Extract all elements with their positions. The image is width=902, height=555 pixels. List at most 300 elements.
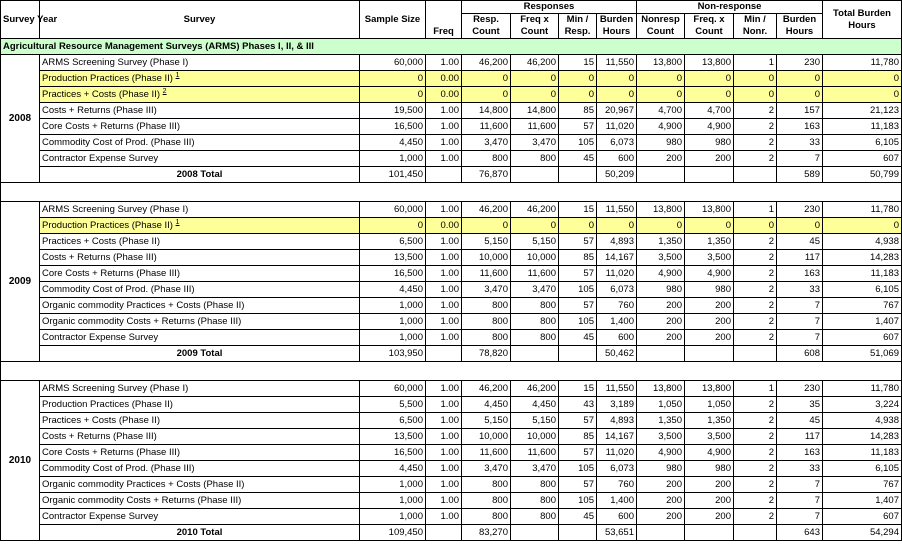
table-row <box>1 119 902 135</box>
value-cell: 14,800 <box>462 103 511 119</box>
value-cell: 6,073 <box>597 461 637 477</box>
survey-name-cell <box>40 218 360 234</box>
value-cell: 607 <box>823 151 902 167</box>
value-cell: 0 <box>597 218 637 234</box>
value-cell: 15 <box>559 381 597 397</box>
value-cell: 980 <box>637 461 685 477</box>
survey-name-cell <box>40 477 360 493</box>
value-cell: 0 <box>360 218 426 234</box>
value-cell: 57 <box>559 298 597 314</box>
value-cell: 14,167 <box>597 250 637 266</box>
value-cell: 7 <box>777 298 823 314</box>
value-cell: 10,000 <box>462 429 511 445</box>
value-cell: 46,200 <box>511 202 559 218</box>
value-cell: 1,050 <box>685 397 734 413</box>
survey-name-cell <box>40 381 360 397</box>
col-survey-header: Survey <box>40 1 360 39</box>
value-cell: 980 <box>685 282 734 298</box>
value-cell: 45 <box>559 509 597 525</box>
value-cell: 163 <box>777 445 823 461</box>
value-cell: 800 <box>511 330 559 346</box>
survey-name: Organic commodity Costs + Returns (Phase III) <box>42 316 242 327</box>
value-cell: 2 <box>734 298 777 314</box>
empty-cell <box>559 525 597 541</box>
value-cell: 3,189 <box>597 397 637 413</box>
survey-name: Costs + Returns (Phase III) <box>42 252 157 263</box>
value-cell: 1,000 <box>360 509 426 525</box>
value-cell: 1,000 <box>360 493 426 509</box>
value-cell: 11,020 <box>597 266 637 282</box>
spacer-cell <box>1 362 902 381</box>
value-cell: 35 <box>777 397 823 413</box>
value-cell: 200 <box>637 477 685 493</box>
col-total-burden-header: Total Burden Hours <box>823 1 902 39</box>
value-cell: 1.00 <box>426 397 462 413</box>
value-cell: 980 <box>685 135 734 151</box>
total-label: 2008 Total <box>40 167 360 183</box>
total-sample: 109,450 <box>360 525 426 541</box>
value-cell: 200 <box>637 314 685 330</box>
value-cell: 2 <box>734 266 777 282</box>
value-cell: 600 <box>597 330 637 346</box>
value-cell: 60,000 <box>360 202 426 218</box>
value-cell: 800 <box>511 509 559 525</box>
value-cell: 11,600 <box>511 119 559 135</box>
value-cell: 1,000 <box>360 151 426 167</box>
empty-cell <box>734 346 777 362</box>
survey-name-cell <box>40 202 360 218</box>
col-nonresp-burden-header: Burden Hours <box>777 14 823 39</box>
empty-cell <box>511 167 559 183</box>
value-cell: 5,150 <box>511 413 559 429</box>
value-cell: 1.00 <box>426 103 462 119</box>
value-cell: 4,450 <box>360 461 426 477</box>
value-cell: 4,893 <box>597 413 637 429</box>
value-cell: 4,450 <box>511 397 559 413</box>
value-cell: 105 <box>559 282 597 298</box>
value-cell: 0 <box>559 71 597 87</box>
empty-cell <box>685 346 734 362</box>
table-row <box>1 330 902 346</box>
value-cell: 14,167 <box>597 429 637 445</box>
survey-name: Practices + Costs (Phase II) <box>42 236 160 247</box>
value-cell: 85 <box>559 103 597 119</box>
survey-name-cell <box>40 493 360 509</box>
table-row <box>1 218 902 234</box>
value-cell: 0.00 <box>426 71 462 87</box>
survey-name-cell <box>40 234 360 250</box>
value-cell: 7 <box>777 477 823 493</box>
value-cell: 2 <box>734 314 777 330</box>
value-cell: 4,900 <box>685 445 734 461</box>
value-cell: 10,000 <box>511 429 559 445</box>
value-cell: 117 <box>777 429 823 445</box>
col-year-header: Survey Year <box>1 1 40 39</box>
value-cell: 60,000 <box>360 55 426 71</box>
value-cell: 3,500 <box>685 429 734 445</box>
survey-name: Practices + Costs (Phase II) <box>42 415 160 426</box>
value-cell: 57 <box>559 119 597 135</box>
total-sample: 103,950 <box>360 346 426 362</box>
survey-name-cell <box>40 461 360 477</box>
value-cell: 33 <box>777 282 823 298</box>
value-cell: 1.00 <box>426 381 462 397</box>
value-cell: 1,000 <box>360 314 426 330</box>
value-cell: 1,000 <box>360 477 426 493</box>
value-cell: 21,123 <box>823 103 902 119</box>
value-cell: 20,967 <box>597 103 637 119</box>
spacer-cell <box>1 183 902 202</box>
value-cell: 1,350 <box>637 234 685 250</box>
value-cell: 800 <box>511 493 559 509</box>
survey-name: Commodity Cost of Prod. (Phase III) <box>42 284 195 295</box>
value-cell: 1.00 <box>426 429 462 445</box>
value-cell: 1.00 <box>426 461 462 477</box>
empty-cell <box>511 525 559 541</box>
table-row <box>1 234 902 250</box>
value-cell: 6,500 <box>360 234 426 250</box>
value-cell: 105 <box>559 493 597 509</box>
value-cell: 14,800 <box>511 103 559 119</box>
value-cell: 2 <box>734 509 777 525</box>
survey-name: Organic commodity Practices + Costs (Phase II) <box>42 479 245 490</box>
total-burden: 50,462 <box>597 346 637 362</box>
value-cell: 11,020 <box>597 119 637 135</box>
value-cell: 1.00 <box>426 119 462 135</box>
survey-name: Costs + Returns (Phase III) <box>42 431 157 442</box>
value-cell: 0 <box>685 71 734 87</box>
value-cell: 11,780 <box>823 381 902 397</box>
value-cell: 0 <box>685 218 734 234</box>
value-cell: 1.00 <box>426 282 462 298</box>
value-cell: 4,900 <box>637 266 685 282</box>
total-resp: 78,820 <box>462 346 511 362</box>
header-row-1 <box>1 1 902 14</box>
value-cell: 11,600 <box>511 266 559 282</box>
empty-cell <box>426 167 462 183</box>
value-cell: 1.00 <box>426 202 462 218</box>
col-burden-hours-header: Burden Hours <box>597 14 637 39</box>
survey-name-cell <box>40 397 360 413</box>
value-cell: 4,450 <box>360 282 426 298</box>
empty-cell <box>426 525 462 541</box>
block-spacer <box>1 362 902 381</box>
value-cell: 1 <box>734 381 777 397</box>
total-nonresp-burden: 643 <box>777 525 823 541</box>
value-cell: 13,800 <box>685 202 734 218</box>
value-cell: 800 <box>462 330 511 346</box>
empty-cell <box>559 167 597 183</box>
table-row <box>1 461 902 477</box>
value-cell: 1.00 <box>426 330 462 346</box>
value-cell: 6,105 <box>823 461 902 477</box>
value-cell: 11,600 <box>462 266 511 282</box>
value-cell: 1 <box>734 202 777 218</box>
value-cell: 13,800 <box>637 202 685 218</box>
value-cell: 0 <box>823 218 902 234</box>
survey-name-cell <box>40 314 360 330</box>
table-row <box>1 429 902 445</box>
value-cell: 43 <box>559 397 597 413</box>
footnote-marker: 1 <box>175 71 180 79</box>
value-cell: 4,900 <box>685 119 734 135</box>
value-cell: 3,224 <box>823 397 902 413</box>
empty-cell <box>637 525 685 541</box>
value-cell: 1.00 <box>426 298 462 314</box>
value-cell: 10,000 <box>462 250 511 266</box>
table-row <box>1 135 902 151</box>
value-cell: 600 <box>597 509 637 525</box>
survey-name-cell <box>40 509 360 525</box>
table-row <box>1 151 902 167</box>
value-cell: 200 <box>637 298 685 314</box>
empty-cell <box>426 346 462 362</box>
value-cell: 800 <box>511 314 559 330</box>
value-cell: 33 <box>777 135 823 151</box>
total-burden-hours: 51,069 <box>823 346 902 362</box>
value-cell: 1.00 <box>426 493 462 509</box>
value-cell: 4,450 <box>360 135 426 151</box>
value-cell: 11,020 <box>597 445 637 461</box>
col-resp-count-header: Resp. Count <box>462 14 511 39</box>
value-cell: 230 <box>777 55 823 71</box>
total-burden: 53,651 <box>597 525 637 541</box>
value-cell: 4,700 <box>637 103 685 119</box>
total-resp: 76,870 <box>462 167 511 183</box>
survey-name: ARMS Screening Survey (Phase I) <box>42 204 189 215</box>
value-cell: 0 <box>685 87 734 103</box>
value-cell: 980 <box>637 282 685 298</box>
value-cell: 13,800 <box>637 55 685 71</box>
value-cell: 11,600 <box>511 445 559 461</box>
survey-name: Production Practices (Phase II) <box>42 73 173 84</box>
value-cell: 7 <box>777 493 823 509</box>
survey-name: Contractor Expense Survey <box>42 332 159 343</box>
value-cell: 11,780 <box>823 202 902 218</box>
value-cell: 0 <box>597 87 637 103</box>
value-cell: 4,900 <box>685 266 734 282</box>
value-cell: 15 <box>559 55 597 71</box>
value-cell: 46,200 <box>462 55 511 71</box>
value-cell: 117 <box>777 250 823 266</box>
value-cell: 16,500 <box>360 266 426 282</box>
value-cell: 200 <box>637 330 685 346</box>
empty-cell <box>685 525 734 541</box>
value-cell: 0 <box>777 71 823 87</box>
value-cell: 1,350 <box>685 234 734 250</box>
value-cell: 980 <box>637 135 685 151</box>
value-cell: 16,500 <box>360 119 426 135</box>
survey-name-cell <box>40 282 360 298</box>
col-min-nonr-header: Min / Nonr. <box>734 14 777 39</box>
table-row <box>1 477 902 493</box>
value-cell: 57 <box>559 413 597 429</box>
survey-name: ARMS Screening Survey (Phase I) <box>42 57 189 68</box>
value-cell: 60,000 <box>360 381 426 397</box>
survey-name: Organic commodity Practices + Costs (Phase II) <box>42 300 245 311</box>
value-cell: 4,900 <box>637 445 685 461</box>
survey-name-cell <box>40 413 360 429</box>
value-cell: 607 <box>823 509 902 525</box>
value-cell: 0 <box>734 71 777 87</box>
value-cell: 0 <box>559 87 597 103</box>
value-cell: 5,150 <box>462 234 511 250</box>
col-nonresp-count-header: Nonresp Count <box>637 14 685 39</box>
survey-name-cell <box>40 151 360 167</box>
value-cell: 1.00 <box>426 234 462 250</box>
value-cell: 800 <box>462 493 511 509</box>
total-burden-hours: 54,294 <box>823 525 902 541</box>
value-cell: 4,900 <box>637 119 685 135</box>
value-cell: 85 <box>559 250 597 266</box>
table-row <box>1 397 902 413</box>
value-cell: 0 <box>360 87 426 103</box>
value-cell: 19,500 <box>360 103 426 119</box>
value-cell: 800 <box>462 298 511 314</box>
value-cell: 1 <box>734 55 777 71</box>
year-cell: 2010 <box>1 381 40 541</box>
value-cell: 0 <box>511 218 559 234</box>
table-row <box>1 266 902 282</box>
value-cell: 14,283 <box>823 250 902 266</box>
empty-cell <box>734 167 777 183</box>
footnote-marker: 1 <box>175 218 180 226</box>
value-cell: 45 <box>559 151 597 167</box>
value-cell: 4,700 <box>685 103 734 119</box>
value-cell: 0.00 <box>426 87 462 103</box>
col-freq-header: Freq <box>426 1 462 39</box>
survey-name: Core Costs + Returns (Phase III) <box>42 268 181 279</box>
value-cell: 0 <box>777 218 823 234</box>
total-burden-hours: 50,799 <box>823 167 902 183</box>
block-spacer <box>1 183 902 202</box>
value-cell: 200 <box>685 509 734 525</box>
value-cell: 200 <box>685 330 734 346</box>
value-cell: 1,407 <box>823 493 902 509</box>
total-label: 2009 Total <box>40 346 360 362</box>
value-cell: 46,200 <box>462 381 511 397</box>
value-cell: 3,500 <box>637 250 685 266</box>
value-cell: 0 <box>462 218 511 234</box>
survey-name-cell <box>40 55 360 71</box>
value-cell: 11,183 <box>823 119 902 135</box>
value-cell: 46,200 <box>511 55 559 71</box>
value-cell: 800 <box>462 477 511 493</box>
value-cell: 57 <box>559 234 597 250</box>
value-cell: 11,183 <box>823 266 902 282</box>
col-freq-x-count-header: Freq. x Count <box>685 14 734 39</box>
value-cell: 6,073 <box>597 282 637 298</box>
value-cell: 14,283 <box>823 429 902 445</box>
value-cell: 200 <box>685 477 734 493</box>
value-cell: 57 <box>559 266 597 282</box>
value-cell: 1,000 <box>360 330 426 346</box>
value-cell: 0 <box>777 87 823 103</box>
value-cell: 1.00 <box>426 445 462 461</box>
value-cell: 6,105 <box>823 135 902 151</box>
value-cell: 2 <box>734 119 777 135</box>
table-row <box>1 71 902 87</box>
value-cell: 7 <box>777 509 823 525</box>
value-cell: 4,938 <box>823 413 902 429</box>
value-cell: 1,050 <box>637 397 685 413</box>
value-cell: 13,500 <box>360 250 426 266</box>
survey-name-cell <box>40 71 360 87</box>
value-cell: 767 <box>823 477 902 493</box>
value-cell: 11,550 <box>597 381 637 397</box>
value-cell: 13,800 <box>685 55 734 71</box>
value-cell: 200 <box>637 509 685 525</box>
value-cell: 6,073 <box>597 135 637 151</box>
value-cell: 800 <box>462 151 511 167</box>
table-row <box>1 282 902 298</box>
value-cell: 2 <box>734 413 777 429</box>
value-cell: 2 <box>734 493 777 509</box>
footnote-marker: 2 <box>162 87 167 95</box>
value-cell: 1.00 <box>426 266 462 282</box>
value-cell: 7 <box>777 330 823 346</box>
value-cell: 157 <box>777 103 823 119</box>
value-cell: 45 <box>777 234 823 250</box>
value-cell: 11,183 <box>823 445 902 461</box>
survey-name-cell <box>40 330 360 346</box>
value-cell: 3,500 <box>685 250 734 266</box>
table-row <box>1 298 902 314</box>
value-cell: 0 <box>734 218 777 234</box>
value-cell: 3,500 <box>637 429 685 445</box>
value-cell: 11,600 <box>462 445 511 461</box>
value-cell: 0 <box>637 87 685 103</box>
value-cell: 5,500 <box>360 397 426 413</box>
total-row <box>1 525 902 541</box>
col-sample-header: Sample Size <box>360 1 426 39</box>
table-row <box>1 87 902 103</box>
table-row <box>1 250 902 266</box>
value-cell: 0 <box>559 218 597 234</box>
value-cell: 200 <box>685 314 734 330</box>
survey-name-cell <box>40 266 360 282</box>
value-cell: 3,470 <box>462 461 511 477</box>
total-row <box>1 167 902 183</box>
value-cell: 800 <box>462 509 511 525</box>
value-cell: 2 <box>734 445 777 461</box>
col-freq-count-header: Freq x Count <box>511 14 559 39</box>
value-cell: 2 <box>734 429 777 445</box>
value-cell: 6,105 <box>823 282 902 298</box>
value-cell: 200 <box>637 493 685 509</box>
value-cell: 200 <box>685 493 734 509</box>
empty-cell <box>511 346 559 362</box>
value-cell: 3,470 <box>511 282 559 298</box>
value-cell: 13,800 <box>637 381 685 397</box>
value-cell: 3,470 <box>462 282 511 298</box>
table-row <box>1 493 902 509</box>
survey-name-cell <box>40 135 360 151</box>
survey-name-cell <box>40 87 360 103</box>
value-cell: 760 <box>597 477 637 493</box>
total-label: 2010 Total <box>40 525 360 541</box>
value-cell: 0 <box>734 87 777 103</box>
value-cell: 1,350 <box>637 413 685 429</box>
table-row <box>1 55 902 71</box>
survey-name-cell <box>40 298 360 314</box>
value-cell: 3,470 <box>511 461 559 477</box>
value-cell: 2 <box>734 234 777 250</box>
section-row <box>1 39 902 55</box>
value-cell: 2 <box>734 103 777 119</box>
year-cell: 2009 <box>1 202 40 362</box>
value-cell: 105 <box>559 314 597 330</box>
